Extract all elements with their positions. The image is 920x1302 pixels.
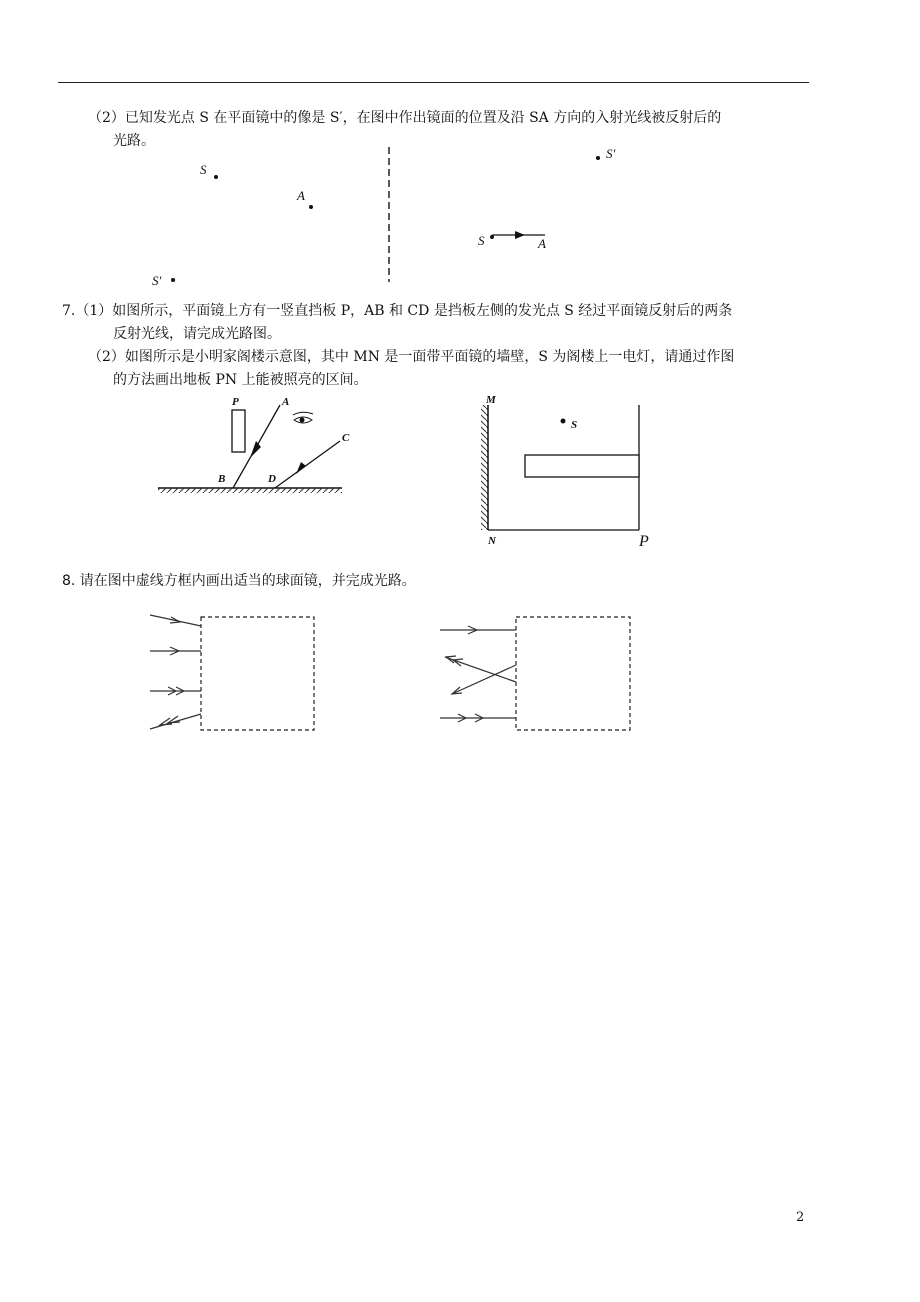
fig7-left-label-a: A bbox=[282, 396, 290, 408]
fig7-right-label-p: P bbox=[639, 533, 649, 550]
fig7-left-label-c: C bbox=[342, 432, 350, 444]
dashed-box-right bbox=[516, 617, 630, 730]
q7-2-line2: 的方法画出地板 PN 上能被照亮的区间。 bbox=[113, 372, 368, 388]
fig8-left bbox=[150, 615, 314, 730]
fig6-left-label-s: S bbox=[200, 162, 207, 177]
point-s-prime bbox=[171, 278, 175, 282]
baffle-p bbox=[232, 410, 245, 452]
point-s bbox=[214, 175, 218, 179]
q8-text: 8. 请在图中虚线方框内画出适当的球面镜，并完成光路。 bbox=[62, 573, 416, 589]
ray-cd bbox=[275, 441, 340, 488]
fig7-left-label-b: B bbox=[218, 473, 226, 485]
fig6-right bbox=[478, 146, 616, 251]
fig8-right bbox=[440, 617, 630, 730]
fig6-right-label-s-prime: S′ bbox=[606, 146, 616, 161]
ray-cross-2 bbox=[452, 665, 516, 694]
ray-sa-arrow bbox=[515, 231, 525, 239]
point-s-prime-right bbox=[596, 156, 600, 160]
dashed-box-left bbox=[201, 617, 314, 730]
page-number: 2 bbox=[796, 1210, 805, 1225]
ray-cd-arrow bbox=[296, 462, 306, 474]
fig7-right-label-n: N bbox=[488, 535, 496, 547]
q6-2-line1: （2）已知发光点 S 在平面镜中的像是 S′，在图中作出镜面的位置及沿 SA 方向的入射光线被反射后的 bbox=[88, 110, 722, 126]
q6-2-line2: 光路。 bbox=[113, 133, 155, 149]
fig6-left-label-s-prime: S′ bbox=[152, 273, 162, 288]
ray-4-out bbox=[150, 714, 201, 729]
fig7-right-label-m: M bbox=[486, 394, 496, 406]
attic-board bbox=[525, 455, 639, 477]
eye-icon bbox=[293, 412, 313, 423]
lamp-s bbox=[561, 419, 566, 424]
ray-ab-arrow bbox=[250, 441, 261, 458]
wall-hatching bbox=[481, 405, 488, 530]
q7-1-line1: 7.（1）如图所示，平面镜上方有一竖直挡板 P，AB 和 CD 是挡板左侧的发光点 S 经过平面镜反射后的两条 bbox=[62, 303, 733, 319]
ray-1-in bbox=[150, 615, 201, 626]
q7-1-line2: 反射光线，请完成光路图。 bbox=[113, 326, 281, 342]
fig7-right-label-s: S bbox=[571, 419, 578, 431]
fig7-right bbox=[481, 394, 649, 550]
point-a bbox=[309, 205, 313, 209]
mirror-hatching bbox=[158, 488, 342, 493]
fig6-right-label-a: A bbox=[538, 236, 546, 251]
fig7-left-label-p: P bbox=[232, 396, 239, 408]
fig7-left-label-d: D bbox=[268, 473, 276, 485]
fig7-left bbox=[158, 396, 350, 493]
fig6-left bbox=[152, 162, 313, 288]
q7-2-line1: （2）如图所示是小明家阁楼示意图，其中 MN 是一面带平面镜的墙壁，S 为阁楼上一电灯，请通过作图 bbox=[88, 349, 735, 365]
fig6-left-label-a: A bbox=[297, 188, 305, 203]
fig6-right-label-s: S bbox=[478, 233, 485, 248]
